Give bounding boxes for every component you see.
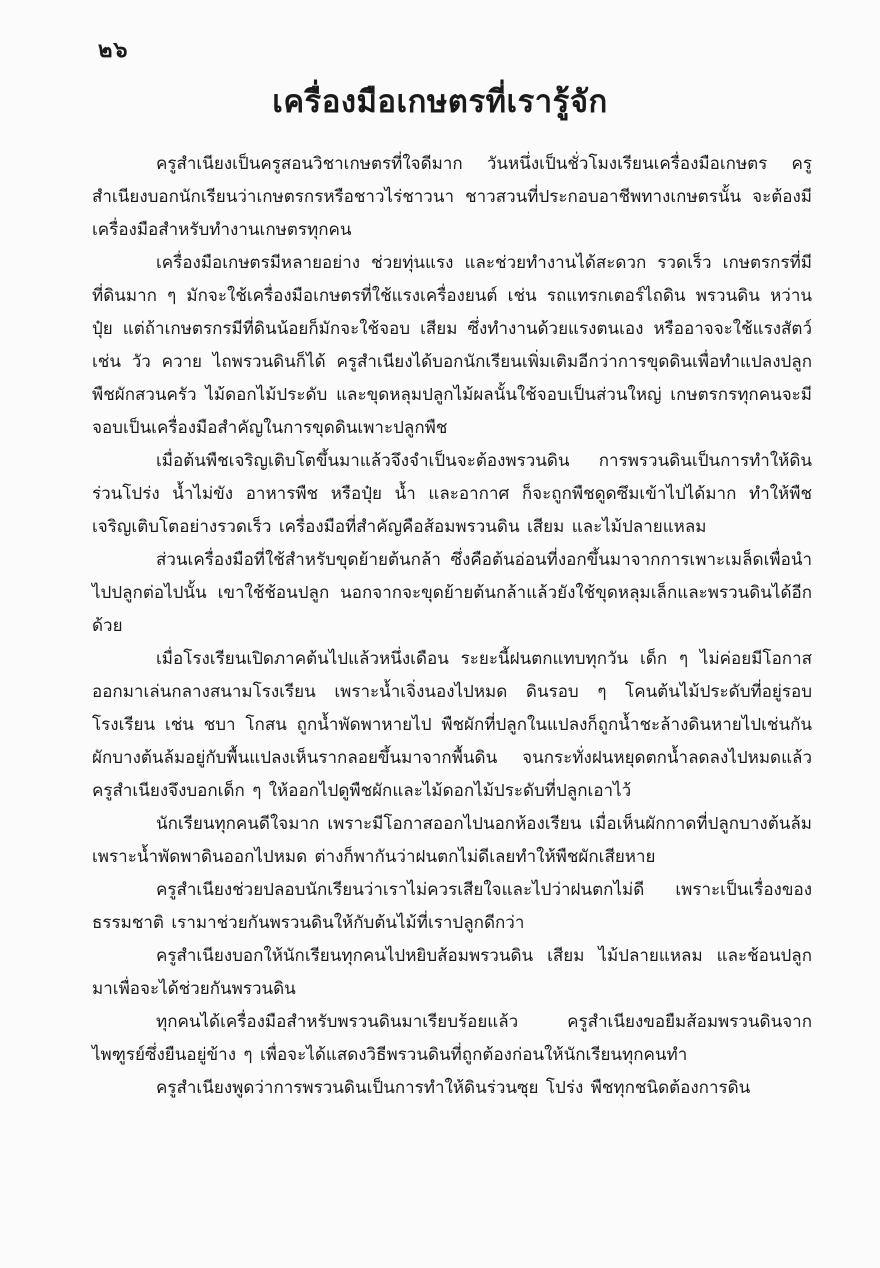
paragraph: ครูสำเนียงพูดว่าการพรวนดินเป็นการทำให้ดินร่วนซุย โปร่ง พืชทุกชนิดต้องการดิน bbox=[156, 1078, 751, 1098]
paragraph: ทุกคนได้เครื่องมือสำหรับพรวนดินมาเรียบร้อยแล้ว ครูสำเนียงขอยืมส้อมพรวนดินจากไพฑูรย์ซึ่งยืนอยู่ข้าง ๆ เพื่อจะได้แสดงวิธีพรวนดินที่ถูกต้องก่อนให้นักเรียนทุกคนทำ bbox=[92, 1012, 812, 1065]
paragraph: ครูสำเนียงเป็นครูสอนวิชาเกษตรที่ใจดีมาก วันหนึ่งเป็นชั่วโมงเรียนเครื่องมือเกษตร ครูสำเนียงบอกนักเรียนว่าเกษตรกรหรือชาวไร่ชาวนา ชาวสวนที่ประกอบอาชีพทางเกษตรนั้น จะต้องมีเครื่องมือสำหรับทำงานเกษตรทุกคน bbox=[92, 154, 812, 240]
body-text bbox=[92, 148, 812, 1105]
page-title: เครื่องมือเกษตรที่เรารู้จัก bbox=[272, 84, 608, 120]
page-number: ๒๖ bbox=[98, 38, 129, 63]
paragraph: ส่วนเครื่องมือที่ใช้สำหรับขุดย้ายต้นกล้า ซึ่งคือต้นอ่อนที่งอกขึ้นมาจากการเพาะเมล็ดเพื่อนำไปปลูกต่อไปนั้น เขาใช้ช้อนปลูก นอกจากจะขุดย้ายต้นกล้าแล้วยังใช้ขุดหลุมเล็กและพรวนดินได้อีกด้วย bbox=[92, 550, 812, 636]
paragraph: ครูสำเนียงบอกให้นักเรียนทุกคนไปหยิบส้อมพรวนดิน เสียม ไม้ปลายแหลม และช้อนปลูกมาเพื่อจะได้ช่วยกันพรวนดิน bbox=[92, 946, 812, 999]
paragraph: เมื่อต้นพืชเจริญเติบโตขึ้นมาแล้วจึงจำเป็นจะต้องพรวนดิน การพรวนดินเป็นการทำให้ดินร่วนโปร่ง น้ำไม่ขัง อาหารพืช หรือปุ๋ย น้ำ และอากาศ ก็จะถูกพืชดูดซึมเข้าไปได้มาก ทำให้พืชเจริญเติบโตอย่างรวดเร็ว เครื่องมือที่สำคัญคือส้อมพรวนดิน เสียม และไม้ปลายแหลม bbox=[92, 451, 812, 537]
paragraph: ครูสำเนียงช่วยปลอบนักเรียนว่าเราไม่ควรเสียใจและไปว่าฝนตกไม่ดี เพราะเป็นเรื่องของธรรมชาติ เรามาช่วยกันพรวนดินให้กับต้นไม้ที่เราปลูกดีกว่า bbox=[92, 880, 812, 933]
paragraph: เมื่อโรงเรียนเปิดภาคต้นไปแล้วหนึ่งเดือน ระยะนี้ฝนตกแทบทุกวัน เด็ก ๆ ไม่ค่อยมีโอกาสออกมาเล่นกลางสนามโรงเรียน เพราะน้ำเจิ่งนองไปหมด ดินรอบ ๆ โคนต้นไม้ประดับที่อยู่รอบโรงเรียน เช่น ชบา โกสน ถูกน้ำพัดพาหายไป พืชผักที่ปลูกในแปลงก็ถูกน้ำชะล้างดินหายไปเช่นกัน ผักบางต้นล้มอยู่กับพื้นแปลงเห็นรากลอยขึ้นมาจากพื้นดิน จนกระทั่งฝนหยุดตกน้ำลดลงไปหมดแล้ว ครูสำเนียงจึงบอกเด็ก ๆ ให้ออกไปดูพืชผักและไม้ดอกไม้ประดับที่ปลูกเอาไว้ bbox=[92, 649, 812, 801]
paragraph: เครื่องมือเกษตรมีหลายอย่าง ช่วยทุ่นแรง และช่วยทำงานได้สะดวก รวดเร็ว เกษตรกรที่มีที่ดินมาก ๆ มักจะใช้เครื่องมือเกษตรที่ใช้แรงเครื่องยนต์ เช่น รถแทรกเตอร์ไถดิน พรวนดิน หว่านปุ๋ย แต่ถ้าเกษตรกรมีที่ดินน้อยก็มักจะใช้จอบ เสียม ซึ่งทำงานด้วยแรงตนเอง หรืออาจจะใช้แรงสัตว์ เช่น วัว ควาย ไถพรวนดินก็ได้ ครูสำเนียงได้บอกนักเรียนเพิ่มเติมอีกว่าการขุดดินเพื่อทำแปลงปลูกพืชผักสวนครัว ไม้ดอกไม้ประดับ และขุดหลุมปลูกไม้ผลนั้นใช้จอบเป็นส่วนใหญ่ เกษตรกรทุกคนจะมีจอบเป็นเครื่องมือสำคัญในการขุดดินเพาะปลูกพืช bbox=[92, 253, 812, 438]
paragraph: นักเรียนทุกคนดีใจมาก เพราะมีโอกาสออกไปนอกห้องเรียน เมื่อเห็นผักกาดที่ปลูกบางต้นล้มเพราะน้ำพัดพาดินออกไปหมด ต่างก็พากันว่าฝนตกไม่ดีเลยทำให้พืชผักเสียหาย bbox=[92, 814, 812, 867]
